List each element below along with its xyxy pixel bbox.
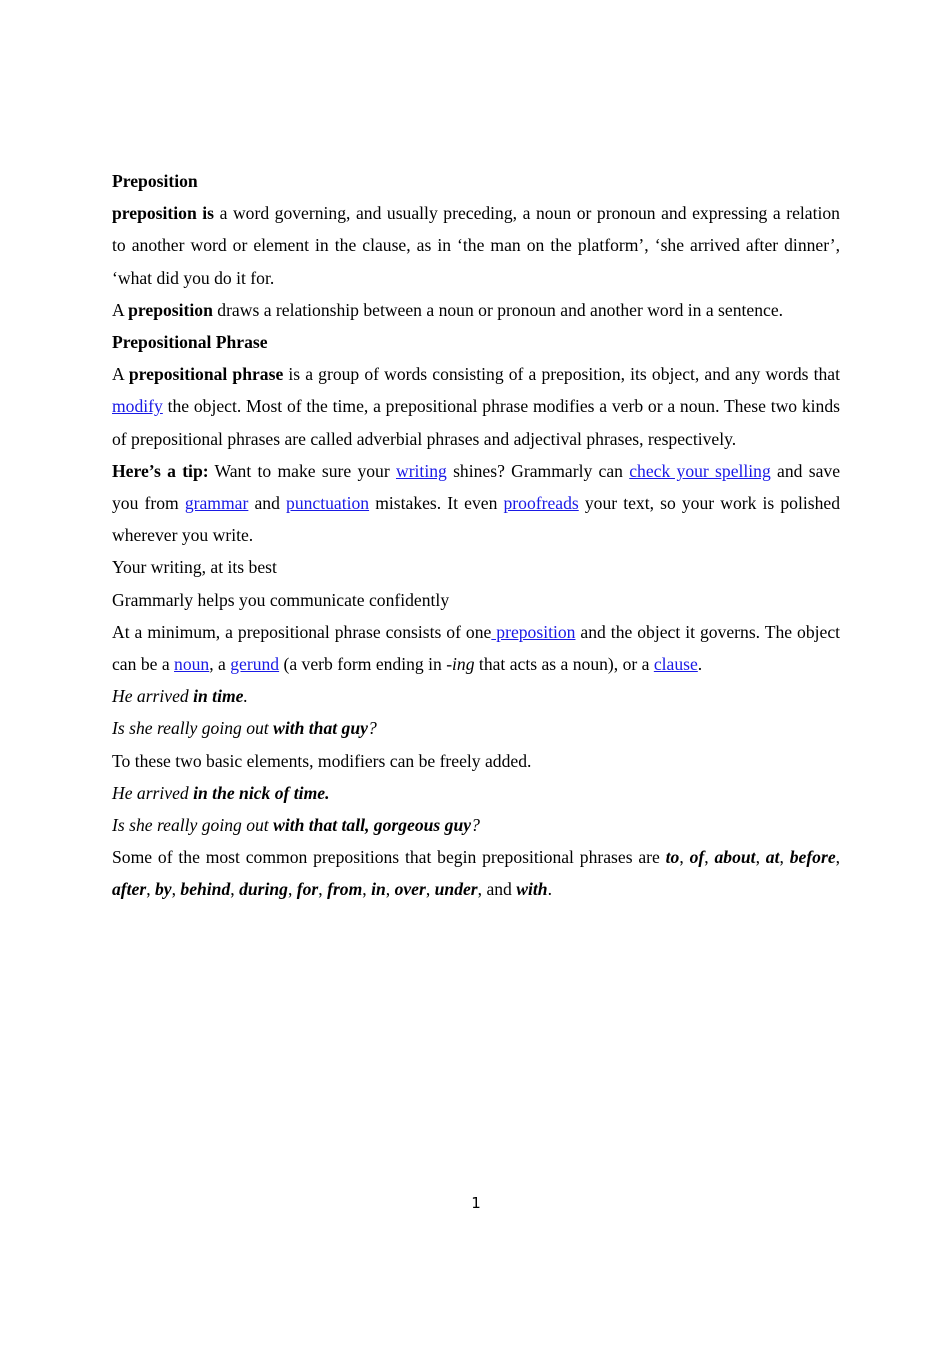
text-segment: and [248, 493, 287, 514]
example-phrase: in the nick of time. [193, 782, 330, 803]
document-body [112, 165, 840, 906]
text-segment: the object. Most of the time, a prepositional phrase modifies a verb or a noun. These two kinds of prepositional phrases are called adverbial phrases and adjectival phrases, respectively. [112, 396, 840, 449]
list-separator: , [146, 879, 155, 900]
text-segment: , and [477, 879, 517, 900]
text-segment: A [112, 299, 129, 320]
example-punct: ? [471, 815, 480, 836]
list-separator: , [755, 847, 766, 868]
link-writing[interactable]: writing [395, 460, 447, 481]
text-segment: (a verb form ending in [279, 654, 447, 675]
preposition-word: with [516, 879, 548, 900]
text-segment: draws a relationship between a noun or pronoun and another word in a sentence. [212, 299, 784, 320]
paragraph-phrase-definition [112, 358, 840, 455]
line-modifiers: To these two basic elements, modifiers can be freely added. [112, 750, 532, 771]
preposition-word: for [296, 879, 319, 900]
link-preposition[interactable]: preposition [491, 621, 576, 642]
text-segment: that acts as a noun), or a [474, 654, 654, 675]
link-punctuation[interactable]: punctuation [286, 493, 370, 514]
preposition-word: during [239, 879, 288, 900]
preposition-word: in [371, 879, 386, 900]
text-segment: shines? Grammarly can [446, 460, 630, 481]
link-check-spelling[interactable]: check your spelling [629, 460, 771, 481]
link-noun[interactable]: noun [174, 654, 210, 675]
page-number: 1 [471, 1194, 481, 1212]
link-modify[interactable]: modify [112, 396, 163, 417]
text-segment: . [547, 879, 552, 900]
preposition-word: of [689, 847, 705, 868]
preposition-word: after [112, 879, 147, 900]
list-separator: , [318, 879, 328, 900]
definition-text: a word governing, and usually preceding, a noun or pronoun and expressing a relation to another word or element in the clause, as in ‘the man on the platform’, ‘she arrived after dinner’, ‘what did you do it for. [112, 203, 840, 288]
heading-prepositional-phrase: Prepositional Phrase [112, 332, 268, 353]
text-segment: A [112, 364, 129, 385]
list-separator: , [704, 847, 715, 868]
list-separator: , [779, 847, 790, 868]
example-punct: . [243, 686, 248, 707]
example-text: He arrived [112, 686, 194, 707]
term-preposition: preposition is [112, 203, 215, 224]
text-segment: is a group of words consisting of a preposition, its object, and any words that [283, 364, 840, 385]
example-phrase: in time [193, 686, 244, 707]
preposition-word: to [665, 847, 680, 868]
list-separator: , [171, 879, 181, 900]
text-segment: and the object it governs. The object can be a [112, 621, 841, 675]
example-text: Is she really going out [112, 815, 274, 836]
text-segment: . [697, 654, 703, 675]
text-segment: mistakes. It even [369, 493, 504, 514]
preposition-word: before [789, 847, 836, 868]
ing-suffix: -ing [446, 654, 475, 675]
list-separator: , [385, 879, 395, 900]
preposition-word: under [434, 879, 478, 900]
term-prepositional-phrase: prepositional phrase [128, 364, 284, 385]
line-communicate: Grammarly helps you communicate confidently [112, 589, 450, 610]
preposition-word: about [714, 847, 756, 868]
example-text: Is she really going out [112, 718, 274, 739]
example-phrase: with that tall, gorgeous guy [273, 815, 472, 836]
list-separator: , [835, 847, 841, 868]
preposition-word: at [765, 847, 780, 868]
text-segment: Want to make sure your [208, 460, 396, 481]
preposition-word: by [155, 879, 172, 900]
text-segment: At a minimum, a prepositional phrase consists of one [112, 621, 492, 642]
list-separator: , [287, 879, 297, 900]
line-writing-best: Your writing, at its best [112, 557, 277, 578]
example-tall-gorgeous-guy [112, 809, 840, 841]
text-segment: , a [209, 654, 231, 675]
example-phrase: with that guy [273, 718, 368, 739]
link-clause[interactable]: clause [653, 654, 698, 675]
preposition-word: over [394, 879, 426, 900]
example-with-that-guy [112, 712, 840, 744]
example-text: He arrived [112, 782, 194, 803]
paragraph-common-prepositions [112, 841, 840, 905]
paragraph-tip [112, 455, 840, 552]
example-punct: ? [367, 718, 377, 739]
tip-label: Here’s a tip: [112, 460, 209, 481]
example-in-time [112, 680, 840, 712]
link-gerund[interactable]: gerund [230, 654, 280, 675]
text-segment: Some of the most common prepositions that begin prepositional phrases are [112, 847, 666, 868]
preposition-word: behind [180, 879, 231, 900]
text-segment: your text, so your work is polished wherever you write. [112, 493, 841, 546]
list-separator: , [230, 879, 240, 900]
text-segment: and save you from [112, 460, 841, 514]
list-separator: , [679, 847, 690, 868]
paragraph-minimum [112, 616, 840, 680]
list-separator: , [425, 879, 435, 900]
paragraph-relationship [112, 294, 840, 326]
link-grammar[interactable]: grammar [184, 493, 249, 514]
paragraph-definition [112, 197, 840, 294]
example-nick-of-time [112, 777, 840, 809]
preposition-word: from [327, 879, 363, 900]
heading-preposition: Preposition [112, 171, 198, 191]
list-separator: , [362, 879, 372, 900]
link-proofreads[interactable]: proofreads [503, 493, 579, 514]
term-preposition-bold: preposition [128, 299, 213, 320]
